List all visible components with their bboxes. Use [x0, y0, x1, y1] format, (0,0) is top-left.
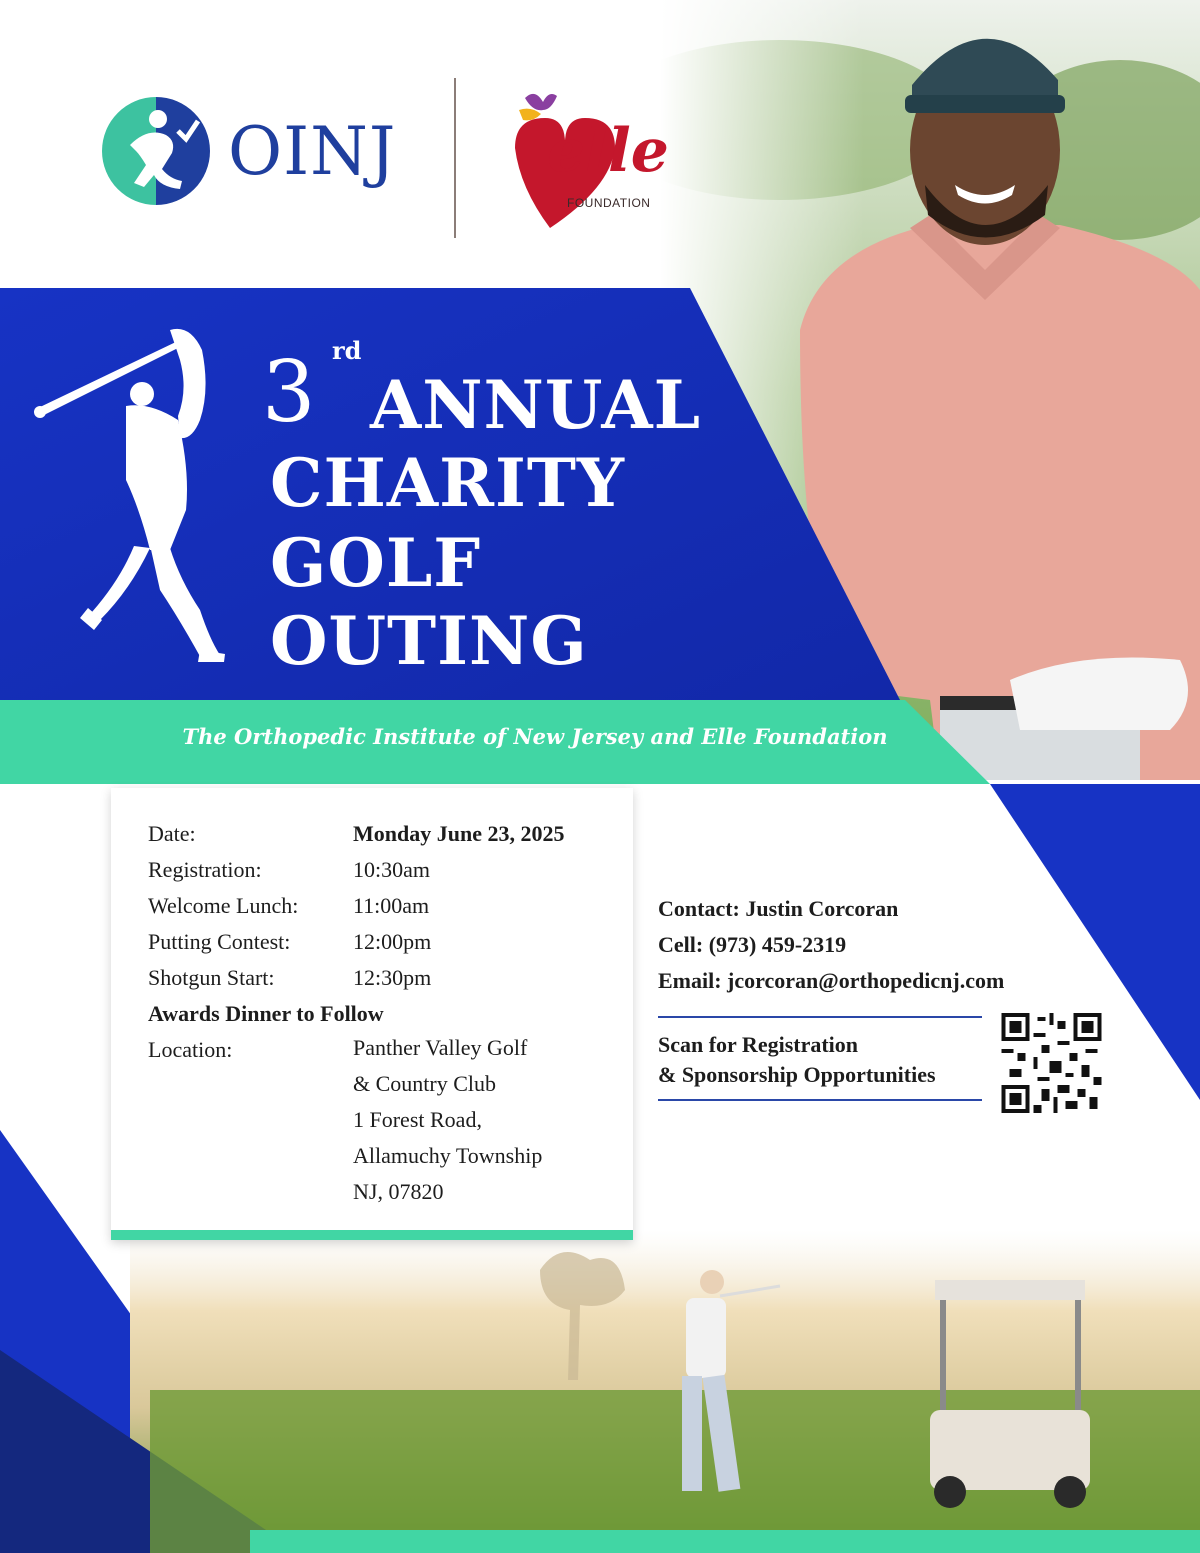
event-details-card: [111, 788, 633, 1240]
contact-email[interactable]: Email: jcorcoran@orthopedicnj.com: [658, 968, 1005, 993]
registration-row: [148, 857, 430, 883]
title-ordinal-number: 3: [262, 343, 316, 441]
location-line: & Country Club: [353, 1071, 497, 1096]
oinj-logo: [100, 95, 410, 215]
title-line-annual: ANNUAL: [370, 366, 702, 444]
card-accent-bar: [111, 1230, 633, 1240]
lunch-label: Welcome Lunch:: [148, 893, 299, 918]
contact-name: Contact: Justin Corcoran: [658, 896, 899, 921]
shotgun-row: [148, 965, 431, 991]
scan-line-2: & Sponsorship Opportunities: [658, 1062, 936, 1087]
qr-code-icon[interactable]: [1000, 1013, 1103, 1113]
golfer-silhouette-icon: [30, 320, 260, 665]
shotgun-value: 12:30pm: [353, 965, 432, 990]
location-line: 1 Forest Road,: [353, 1107, 482, 1132]
contact-cell: Cell: (973) 459-2319: [658, 932, 847, 957]
registration-label: Registration:: [148, 857, 262, 882]
lunch-row: [148, 893, 429, 919]
location-label: Location:: [148, 1037, 233, 1062]
lunch-value: 11:00am: [353, 893, 430, 918]
elle-wordmark: elle: [547, 116, 669, 186]
oinj-wordmark: OINJ: [228, 113, 397, 190]
bottom-accent-strip: [250, 1530, 1200, 1553]
title-line-outing: OUTING: [270, 602, 588, 680]
date-label: Date:: [148, 821, 196, 846]
organizers-subtitle: The Orthopedic Institute of New Jersey and Elle Foundation: [182, 724, 888, 749]
location-line: Allamuchy Township: [353, 1143, 543, 1168]
divider-line: [658, 1016, 982, 1018]
divider-line: [658, 1099, 982, 1101]
scan-line-1: Scan for Registration: [658, 1032, 859, 1057]
elle-foundation-logo: [505, 88, 675, 228]
scan-instructions: [658, 1030, 936, 1090]
location-line: NJ, 07820: [353, 1179, 444, 1204]
title-ordinal-suffix: rd: [332, 336, 362, 365]
location-address: [353, 1030, 542, 1210]
running-person-icon: [100, 95, 212, 207]
putting-value: 12:00pm: [353, 929, 432, 954]
putting-row: [148, 929, 431, 955]
location-row: [148, 1037, 542, 1210]
awards-dinner: Awards Dinner to Follow: [148, 1001, 384, 1026]
golf-course-photo: [0, 1230, 1200, 1553]
elle-foundation-label: FOUNDATION: [567, 196, 651, 210]
shotgun-label: Shotgun Start:: [148, 965, 275, 990]
putting-label: Putting Contest:: [148, 929, 291, 954]
location-line: Panther Valley Golf: [353, 1035, 528, 1060]
title-line-golf: GOLF: [270, 524, 482, 602]
logo-divider: [454, 78, 456, 238]
date-row: [148, 821, 564, 847]
registration-value: 10:30am: [353, 857, 430, 882]
title-line-charity: CHARITY: [270, 444, 626, 522]
date-value: Monday June 23, 2025: [353, 821, 565, 846]
